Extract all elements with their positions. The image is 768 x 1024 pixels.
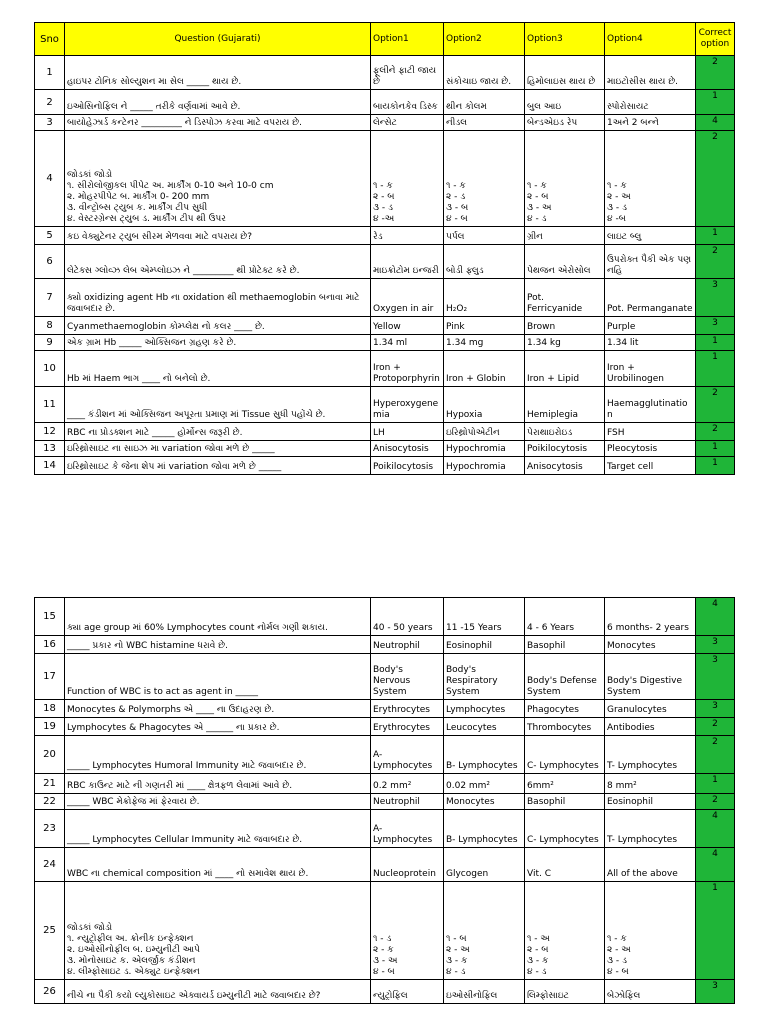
header-sno: Sno <box>35 23 65 56</box>
row-correct-option: 1 <box>696 335 735 351</box>
row-option1: લેન્સેટ <box>371 115 444 131</box>
row-correct-option: 1 <box>696 441 735 457</box>
row-option3: Pot. Ferricyanide <box>525 279 605 317</box>
row-option1: Erythrocytes <box>371 700 444 718</box>
row-question: એક ગ્રામ Hb _____ ઓક્સિજન ગ્રહણ કરે છે. <box>65 335 371 351</box>
row-correct-option: 4 <box>696 115 735 131</box>
row-option3: C- Lymphocytes <box>525 810 605 848</box>
header-option3: Option3 <box>525 23 605 56</box>
table-row <box>35 848 735 882</box>
row-question: Monocytes & Polymorphs એ ____ ના ઉદાહરણ છે. <box>65 700 371 718</box>
row-option2: Eosinophil <box>444 636 525 654</box>
table-row <box>35 810 735 848</box>
row-option3: પેથજન એરોસોલ <box>525 245 605 279</box>
row-option3: ગ્રીન <box>525 227 605 245</box>
row-question: Lymphocytes & Phagocytes એ ______ ના પ્રકાર છે. <box>65 718 371 736</box>
row-option1: LH <box>371 423 444 441</box>
row-option2: ૧ - ક ૨ - ડ ૩ - બ ૪ - બ <box>444 131 525 227</box>
question-table-2 <box>34 597 735 1004</box>
row-option3: 4 - 6 Years <box>525 598 605 636</box>
row-sno: 18 <box>35 700 65 718</box>
row-option1: Poikilocytosis <box>371 457 444 475</box>
row-option4: 6 months- 2 years <box>605 598 696 636</box>
row-option4: Haemagglutination <box>605 387 696 423</box>
row-question: ઇઓસિનોફિલ ને _____ તરીકે વર્ણવામાં આવે છે. <box>65 90 371 115</box>
row-option1: Neutrophil <box>371 636 444 654</box>
row-option2: B- Lymphocytes <box>444 736 525 774</box>
table-row <box>35 774 735 794</box>
row-sno: 7 <box>35 279 65 317</box>
row-option4: ૧ - ક ૨ - અ ૩ - ડ ૪ - બ <box>605 882 696 980</box>
row-question: લેટેક્સ ગ્લોવ્ઝ લેબ એમ્પ્લોઇઝ ને _________ થી પ્રોટેક્ટ કરે છે. <box>65 245 371 279</box>
row-question: હાઇપર ટોનિક સોલ્યુશન મા સેલ _____ થાય છે. <box>65 56 371 90</box>
row-correct-option: 4 <box>696 598 735 636</box>
row-option4: ઉપરોક્ત પૈકી એક પણ નહિ <box>605 245 696 279</box>
row-option3: 1.34 kg <box>525 335 605 351</box>
row-option1: Body's Nervous System <box>371 654 444 700</box>
table-row <box>35 227 735 245</box>
table-row <box>35 794 735 810</box>
table-row <box>35 351 735 387</box>
row-option1: 1.34 ml <box>371 335 444 351</box>
row-sno: 6 <box>35 245 65 279</box>
row-correct-option: 3 <box>696 980 735 1004</box>
table-row <box>35 387 735 423</box>
row-option3: Basophil <box>525 636 605 654</box>
row-sno: 23 <box>35 810 65 848</box>
row-correct-option: 3 <box>696 700 735 718</box>
row-option3: Phagocytes <box>525 700 605 718</box>
row-option4: Granulocytes <box>605 700 696 718</box>
table-row <box>35 598 735 636</box>
row-option1: Oxygen in air <box>371 279 444 317</box>
row-correct-option: 1 <box>696 882 735 980</box>
row-option3: Body's Defense System <box>525 654 605 700</box>
row-sno: 11 <box>35 387 65 423</box>
row-option2: થીન કોલમ <box>444 90 525 115</box>
row-question: RBC ના પ્રોડક્શન માટે _____ હોર્મોન્સ જરૂરી છે. <box>65 423 371 441</box>
row-correct-option: 2 <box>696 794 735 810</box>
row-option3: Brown <box>525 317 605 335</box>
row-question: જોડકાં જોડો ૧. ન્યુટ્રોફીલ અ. ક્રોનીક ઇન્ફેક્શન ૨. ઇઓસીનોફીલ બ. ઇમ્યુનીટી આપે ૩. મોનોસાઇટ ક. એલર્જીક કંડીશન ૪. લીમ્ફોસાઇટ ડ. એક્યુટ ઇન્ફેક્શન <box>65 882 371 980</box>
table-row <box>35 700 735 718</box>
row-option3: હિમોલાઇસ થાય છે <box>525 56 605 90</box>
header-option1: Option1 <box>371 23 444 56</box>
row-question: ઇરિથ્રોસાઇટ કે જેના શેપ માં variation જોવા મળે છે _____ <box>65 457 371 475</box>
row-option2: Hypochromia <box>444 457 525 475</box>
row-option2: ઇરિથ્રોપોએટીન <box>444 423 525 441</box>
table-row <box>35 115 735 131</box>
row-correct-option: 1 <box>696 227 735 245</box>
row-option1: ન્યુટ્રોફિલ <box>371 980 444 1004</box>
row-sno: 9 <box>35 335 65 351</box>
row-option3: બુલ આઇ <box>525 90 605 115</box>
row-sno: 20 <box>35 736 65 774</box>
row-option2: Hypoxia <box>444 387 525 423</box>
row-option2: Body's Respiratory System <box>444 654 525 700</box>
row-sno: 21 <box>35 774 65 794</box>
row-option2: ૧ - બ ૨ - અ ૩ - ક ૪ - ડ <box>444 882 525 980</box>
header-option2: Option2 <box>444 23 525 56</box>
row-option2: Glycogen <box>444 848 525 882</box>
row-option1: રેડ <box>371 227 444 245</box>
row-option3: Hemiplegia <box>525 387 605 423</box>
row-option4: Monocytes <box>605 636 696 654</box>
row-sno: 17 <box>35 654 65 700</box>
row-option4: Eosinophil <box>605 794 696 810</box>
row-question: RBC કાઉન્ટ માટે ની ગણતરી માં ____ ક્ષેત્રફળ લેવામાં આવે છે. <box>65 774 371 794</box>
row-option1: બાયકોનકેવ ડિસ્ક <box>371 90 444 115</box>
row-option2: Monocytes <box>444 794 525 810</box>
header-option4: Option4 <box>605 23 696 56</box>
row-sno: 16 <box>35 636 65 654</box>
header-question: Question (Gujarati) <box>65 23 371 56</box>
row-option1: Yellow <box>371 317 444 335</box>
row-sno: 3 <box>35 115 65 131</box>
row-sno: 22 <box>35 794 65 810</box>
row-question: ક્યો oxidizing agent Hb ના oxidation થી methaemoglobin બનાવા માટે જવાબદાર છે. <box>65 279 371 317</box>
row-question: _____ WBC મેક્રોફેજ માં ફેરવાય છે. <box>65 794 371 810</box>
row-option4: T- Lymphocytes <box>605 810 696 848</box>
table-row <box>35 279 735 317</box>
row-option4: FSH <box>605 423 696 441</box>
row-option4: Body's Digestive System <box>605 654 696 700</box>
row-sno: 5 <box>35 227 65 245</box>
row-option3: Vit. C <box>525 848 605 882</box>
row-correct-option: 3 <box>696 317 735 335</box>
row-sno: 25 <box>35 882 65 980</box>
row-option3: Iron + Lipid <box>525 351 605 387</box>
row-option2: Lymphocytes <box>444 700 525 718</box>
row-option4: 8 mm² <box>605 774 696 794</box>
row-question: WBC ના chemical composition માં ____ નો સમાવેશ થાય છે. <box>65 848 371 882</box>
row-option4: બેઝોફિલ <box>605 980 696 1004</box>
row-question: ____ કંડીશન માં ઓક્સિજન અપૂરતા પ્રમાણ માં Tissue સુધી પહોંચે છે. <box>65 387 371 423</box>
row-sno: 4 <box>35 131 65 227</box>
row-question: _____ Lymphocytes Cellular Immunity માટે જવાબદાર છે. <box>65 810 371 848</box>
table-row <box>35 90 735 115</box>
row-question: _____ પ્રકાર નો WBC histamine ધરાવે છે. <box>65 636 371 654</box>
row-correct-option: 2 <box>696 423 735 441</box>
row-option3: Poikilocytosis <box>525 441 605 457</box>
row-option3: પેરાથાઇરોઇડ <box>525 423 605 441</box>
row-correct-option: 2 <box>696 131 735 227</box>
row-option1: Iron + Protoporphyrin <box>371 351 444 387</box>
table-row <box>35 980 735 1004</box>
row-option1: ૧ - ક ૨ - બ ૩ - ડ ૪ -અ <box>371 131 444 227</box>
row-option2: 0.02 mm² <box>444 774 525 794</box>
row-option2: B- Lymphocytes <box>444 810 525 848</box>
row-option1: Erythrocytes <box>371 718 444 736</box>
table-row <box>35 441 735 457</box>
row-correct-option: 1 <box>696 457 735 475</box>
row-option4: All of the above <box>605 848 696 882</box>
row-option4: Target cell <box>605 457 696 475</box>
row-question: Cyanmethaemoglobin કોમ્પ્લેક્ષ નો કલર ____ છે. <box>65 317 371 335</box>
row-sno: 26 <box>35 980 65 1004</box>
row-option3: 6mm² <box>525 774 605 794</box>
row-correct-option: 2 <box>696 736 735 774</box>
row-option2: નીડલ <box>444 115 525 131</box>
table-row <box>35 457 735 475</box>
table-row <box>35 317 735 335</box>
row-correct-option: 2 <box>696 718 735 736</box>
row-sno: 10 <box>35 351 65 387</box>
row-correct-option: 3 <box>696 654 735 700</box>
row-option2: Hypochromia <box>444 441 525 457</box>
row-question: જોડકાં જોડો ૧. સીરોલોજીકલ પીપેટ અ. માર્કીંગ 0-10 અને 10-0 cm ૨. મોહરપીપેટ બ. માર્કીંગ 0- 200 mm ૩. વીન્ટ્રોબ્સ ટ્યુબ ક. માર્કીંગ ટીપ સુધી ૪. વેસ્ટરગ્રેન્સ ટ્યુબ ડ. માર્કીંગ ટીપ થી ઉપર <box>65 131 371 227</box>
row-option3: Thrombocytes <box>525 718 605 736</box>
row-sno: 15 <box>35 598 65 636</box>
row-option1: ફૂલીને ફાટી જાય છે <box>371 56 444 90</box>
row-option1: માઇક્રોટોમ ઇન્જરી <box>371 245 444 279</box>
row-option4: સ્પોરોસાયટ <box>605 90 696 115</box>
row-option4: માઇટોસીસ થાય છે. <box>605 56 696 90</box>
row-option3: ૧ - ક ૨ - બ ૩ - અ ૪ - ડ <box>525 131 605 227</box>
row-sno: 19 <box>35 718 65 736</box>
row-correct-option: 4 <box>696 848 735 882</box>
row-question: _____ Lymphocytes Humoral Immunity માટે જવાબદાર છે. <box>65 736 371 774</box>
row-correct-option: 3 <box>696 636 735 654</box>
row-question: કઇ વેક્યુટેનર ટ્યુબ સીરમ મેળવવા માટે વપરાય છે? <box>65 227 371 245</box>
question-table-1 <box>34 22 735 475</box>
row-option3: બેન્ડએઇડ રેપ <box>525 115 605 131</box>
row-option1: Neutrophil <box>371 794 444 810</box>
row-question: ઇરિથ્રોસાઇટ ના સાઇઝ મા variation જોવા મળે છે _____ <box>65 441 371 457</box>
row-option4: ૧ - ક ૨ - અ ૩ - ડ ૪ -બ <box>605 131 696 227</box>
row-option2: Iron + Globin <box>444 351 525 387</box>
row-correct-option: 2 <box>696 245 735 279</box>
table-row <box>35 882 735 980</box>
row-option4: 1અને 2 બન્ને <box>605 115 696 131</box>
row-option2: બોડી ફ્લુડ <box>444 245 525 279</box>
row-option3: C- Lymphocytes <box>525 736 605 774</box>
row-option1: Anisocytosis <box>371 441 444 457</box>
row-option3: Anisocytosis <box>525 457 605 475</box>
row-option1: 40 - 50 years <box>371 598 444 636</box>
row-option2: H₂O₂ <box>444 279 525 317</box>
header-row <box>35 23 735 56</box>
row-option2: સંકોચાઇ જાય છે. <box>444 56 525 90</box>
row-option1: A- Lymphocytes <box>371 810 444 848</box>
row-sno: 13 <box>35 441 65 457</box>
row-option1: Hyperoxygenemia <box>371 387 444 423</box>
table-row <box>35 736 735 774</box>
table-row <box>35 423 735 441</box>
row-correct-option: 1 <box>696 351 735 387</box>
row-question: Hb માં Haem ભાગ ____ નો બનેલો છે. <box>65 351 371 387</box>
table-row <box>35 654 735 700</box>
row-sno: 1 <box>35 56 65 90</box>
row-question: Function of WBC is to act as agent in _____ <box>65 654 371 700</box>
row-question: બાયોહેઝાર્ડ કન્ટેનર _________ ને ડિસ્પોઝ કરવા માટે વપરાય છે. <box>65 115 371 131</box>
row-sno: 8 <box>35 317 65 335</box>
row-correct-option: 1 <box>696 774 735 794</box>
row-correct-option: 2 <box>696 56 735 90</box>
row-question: ક્યા age group માં 60% Lymphocytes count નોર્મલ ગણી શકાય. <box>65 598 371 636</box>
row-option4: T- Lymphocytes <box>605 736 696 774</box>
row-option4: Iron + Urobilinogen <box>605 351 696 387</box>
row-option4: Pot. Permanganate <box>605 279 696 317</box>
row-option4: Purple <box>605 317 696 335</box>
row-correct-option: 2 <box>696 387 735 423</box>
row-sno: 14 <box>35 457 65 475</box>
row-correct-option: 3 <box>696 279 735 317</box>
row-option3: Basophil <box>525 794 605 810</box>
table-row <box>35 56 735 90</box>
row-option2: પર્પલ <box>444 227 525 245</box>
row-correct-option: 4 <box>696 810 735 848</box>
row-option2: Leucocytes <box>444 718 525 736</box>
header-correct: Correct option <box>696 23 735 56</box>
row-option1: ૧ - ડ ૨ - ક ૩ - અ ૪ - બ <box>371 882 444 980</box>
table-row <box>35 131 735 227</box>
row-option2: 11 -15 Years <box>444 598 525 636</box>
row-option4: લાઇટ બ્લુ <box>605 227 696 245</box>
row-option4: 1.34 lit <box>605 335 696 351</box>
row-option1: 0.2 mm² <box>371 774 444 794</box>
row-sno: 2 <box>35 90 65 115</box>
row-option2: Pink <box>444 317 525 335</box>
row-question: નીચે ના પૈકી કયો લ્યુકોસાઇટ એક્વાયર્ડ ઇમ્યુનીટી માટે જવાબદાર છે? <box>65 980 371 1004</box>
row-option2: 1.34 mg <box>444 335 525 351</box>
table-row <box>35 245 735 279</box>
row-option3: ૧ - અ ૨ - બ ૩ - ક ૪ - ડ <box>525 882 605 980</box>
row-option1: A- Lymphocytes <box>371 736 444 774</box>
row-option3: લિમ્ફોસાઇટ <box>525 980 605 1004</box>
table-row <box>35 718 735 736</box>
table-row <box>35 636 735 654</box>
row-option2: ઇઓસીનોફિલ <box>444 980 525 1004</box>
row-sno: 24 <box>35 848 65 882</box>
row-correct-option: 1 <box>696 90 735 115</box>
table-row <box>35 335 735 351</box>
row-sno: 12 <box>35 423 65 441</box>
row-option4: Pleocytosis <box>605 441 696 457</box>
row-option1: Nucleoprotein <box>371 848 444 882</box>
row-option4: Antibodies <box>605 718 696 736</box>
